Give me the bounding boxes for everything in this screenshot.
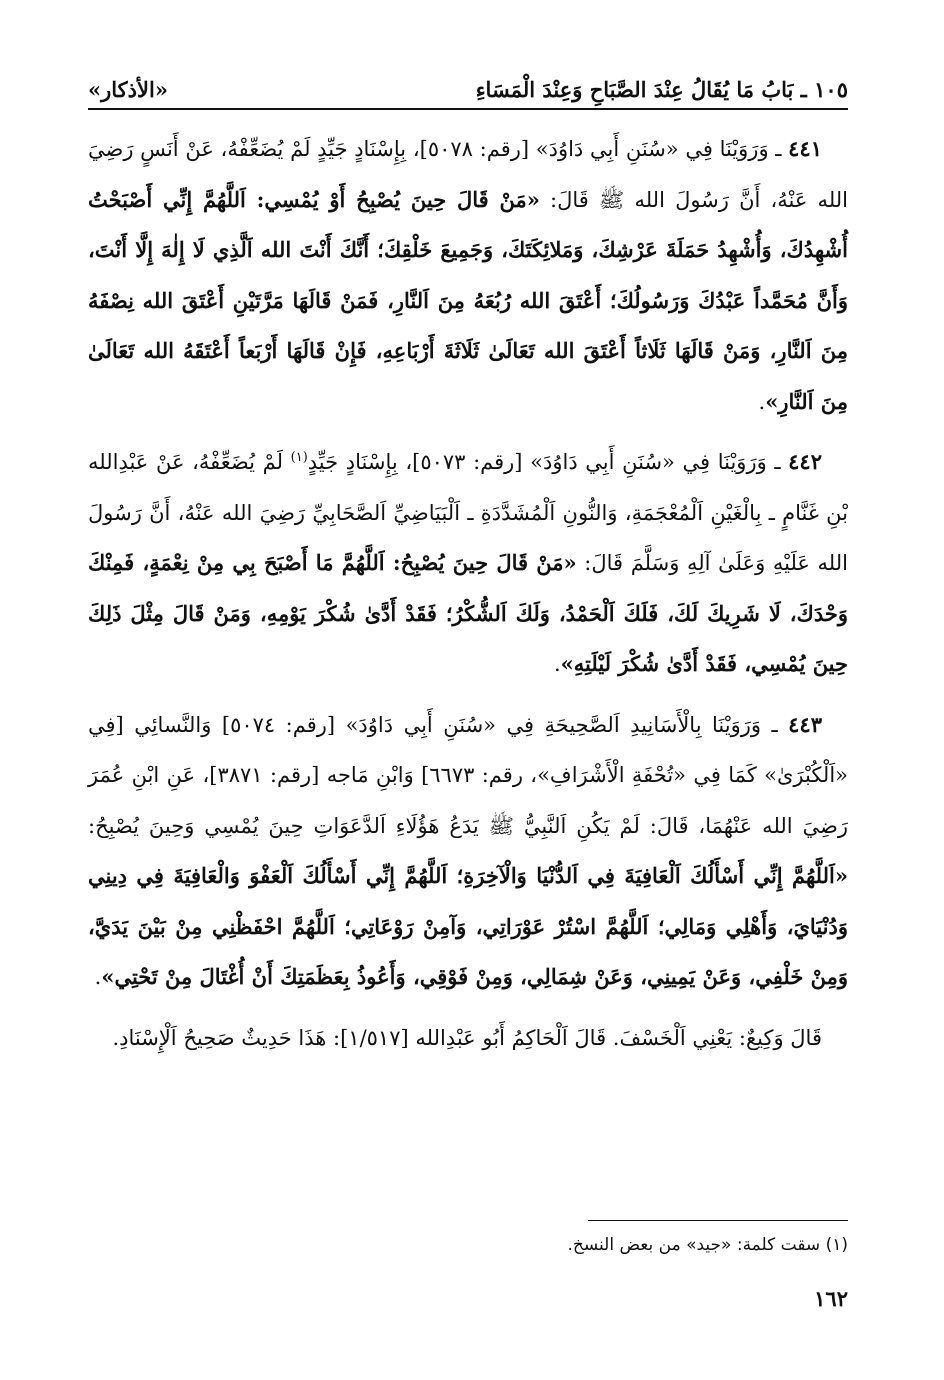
hadith-intro-cont: لَمْ يُضَعِّفْهُ، عَنْ عَبْدِالله بْنِ غَنَّامٍ ـ بِالْغَيْنِ اَلْمُعْجَمَةِ، وَالنُّونِ اَلْمُشَدَّدَةِ ـ اَلْبَيَاضِيِّ اَلصَّحَابِيِّ رَضِيَ الله عَنْهُ، أَنَّ رَسُولَ الله عَلَيْهِ وَعَلَىٰ آلِهِ وَسَلَّمَ قَالَ:	[88, 450, 848, 575]
book-page	[88, 50, 848, 1330]
hadith-number: ٤٤٣	[788, 711, 822, 737]
footnote-ref[interactable]: (١)	[290, 450, 308, 465]
running-header	[88, 62, 848, 102]
footnote-rule	[588, 1220, 848, 1221]
hadith-end: .	[94, 965, 102, 989]
hadith-intro: ـ وَرَوَيْنَا بِالْأَسَانِيدِ اَلصَّحِيحَةِ فِي «سُنَنِ أَبِي دَاوُدَ» [رقم: ٥٠٧٤] وَالنَّسائِي [فِي «اَلْكُبْرَىٰ» كَمَا فِي «تُحْفَةِ الْأَشْرَافِ»، رقم: ٦٦٧٣] وَابْنِ مَاجه [رقم: ٣٨٧١]، عَنِ ابْنِ عُمَرَ رَضِيَ الله عَنْهُمَا، قَالَ: لَمْ يَكُنِ اَلنَّبِيُّ ﷺ يَدَعُ هَؤُلَاءِ اَلدَّعَوَاتِ حِينَ يُمْسِي وَحِينَ يُصْبِحُ:	[88, 712, 849, 838]
hadith-number: ٤٤٢	[788, 449, 822, 474]
hadith-quote: «مَنْ قَالَ حِينَ يُصْبِحُ: اَللَّهُمَّ مَا أَصْبَحَ بِي مِنْ نِعْمَةٍ، فَمِنْكَ وَحْدَكَ، لَا شَرِيكَ لَكَ، فَلَكَ اَلْحَمْدُ، وَلَكَ اَلشُّكْرُ؛ فَقَدْ أَدَّىٰ شُكْرَ يَوْمِهِ، وَمَنْ قَالَ مِثْلَ ذَلِكَ حِينَ يُمْسِي، فَقَدْ أَدَّىٰ شُكْرَ لَيْلَتِهِ»	[88, 550, 848, 676]
page-number: ١٦٢	[814, 1286, 848, 1311]
hadith-intro: ـ وَرَوَيْنَا فِي «سُنَنِ أَبِي دَاوُدَ» [رقم: ٥٠٧٨]، بِإِسْنَادٍ جَيِّدٍ لَمْ يُضَعِّفْهُ، عَنْ أَنَسٍ رَضِيَ الله عَنْهُ، أَنَّ رَسُولَ الله ﷺ قَالَ:	[88, 137, 848, 212]
hadith-442	[88, 437, 848, 690]
closing-remark: قَالَ وَكِيعٌ: يَعْنِي اَلْخَسْفَ. قَالَ اَلْحَاكِمُ أَبُو عَبْدِالله [١/٥١٧]: هَذَا حَدِيثٌ صَحِيحُ اَلْإِسْنَادِ.	[112, 1025, 822, 1050]
hadith-443	[88, 700, 848, 1003]
header-rule	[88, 108, 848, 110]
footnote: (١) سقت كلمة: «جيد» من بعض النسخ.	[567, 1235, 848, 1255]
hadith-end: .	[553, 652, 561, 676]
hadith-441	[88, 124, 848, 427]
hadith-quote: «مَنْ قَالَ حِينَ يُصْبِحُ أَوْ يُمْسِي: اَللَّهُمَّ إِنِّي أَصْبَحْتُ أُشْهِدُكَ، وَأُشْهِدُ حَمَلَةَ عَرْشِكَ، وَمَلائِكَتَكَ، وَجَمِيعَ خَلْقِكَ؛ أَنَّكَ أَنْتَ الله اَلَّذِي لَا إِلٰهَ إِلَّا أَنْتَ، وَأَنَّ مُحَمَّداً عَبْدُكَ وَرَسُولُكَ؛ أَعْتَقَ الله رُبُعَهُ مِنَ اَلنَّارِ، فَمَنْ قَالَهَا مَرَّتَيْنِ أَعْتَقَ الله نِصْفَهُ مِنَ اَلنَّارِ، وَمَنْ قَالَهَا ثَلَاثاً أَعْتَقَ الله تَعَالَىٰ ثَلَاثَةَ أَرْبَاعِهِ، فَإِنْ قَالَهَا أَرْبَعاً أَعْتَقَهُ الله تَعَالَىٰ مِنَ اَلنَّارِ»	[88, 186, 848, 414]
hadith-end: .	[758, 389, 766, 414]
hadith-number: ٤٤١	[788, 136, 822, 161]
body-text	[88, 124, 848, 1063]
book-title: «الأذكار»	[88, 77, 168, 102]
chapter-title: ١٠٥ ـ بَابُ مَا يُقَالُ عِنْدَ الصَّبَاحِ وَعِنْدَ الْمَسَاءِ	[475, 77, 848, 102]
hadith-quote: «اَللَّهُمَّ إِنِّي أَسْأَلُكَ اَلْعَافِيَةَ فِي اَلدُّنْيَا وَالْآخِرَةِ؛ اَللَّهُمَّ إِنِّي أَسْأَلُكَ اَلْعَفْوَ وَالْعَافِيَةَ فِي دِينِي وَدُنْيَايَ، وَأَهْلِي وَمَالِي؛ اَللَّهُمَّ اسْتُرْ عَوْرَاتِي، وَآمِنْ رَوْعَاتِي؛ اَللَّهُمَّ احْفَظْنِي مِنْ بَيْنَ يَدَيَّ، وَمِنْ خَلْفِي، وَعَنْ يَمِينِي، وَعَنْ شِمَالِي، وَمِنْ فَوْقِي، وَأَعُوذُ بِعَظَمَتِكَ أَنْ أُغْتَالَ مِنْ تَحْتِي»	[88, 863, 848, 989]
hadith-intro: ـ وَرَوَيْنَا فِي «سُنَنِ أَبِي دَاوُدَ» [رقم: ٥٠٧٣]، بِإِسْنَادٍ جَيِّدٍ	[307, 450, 781, 474]
